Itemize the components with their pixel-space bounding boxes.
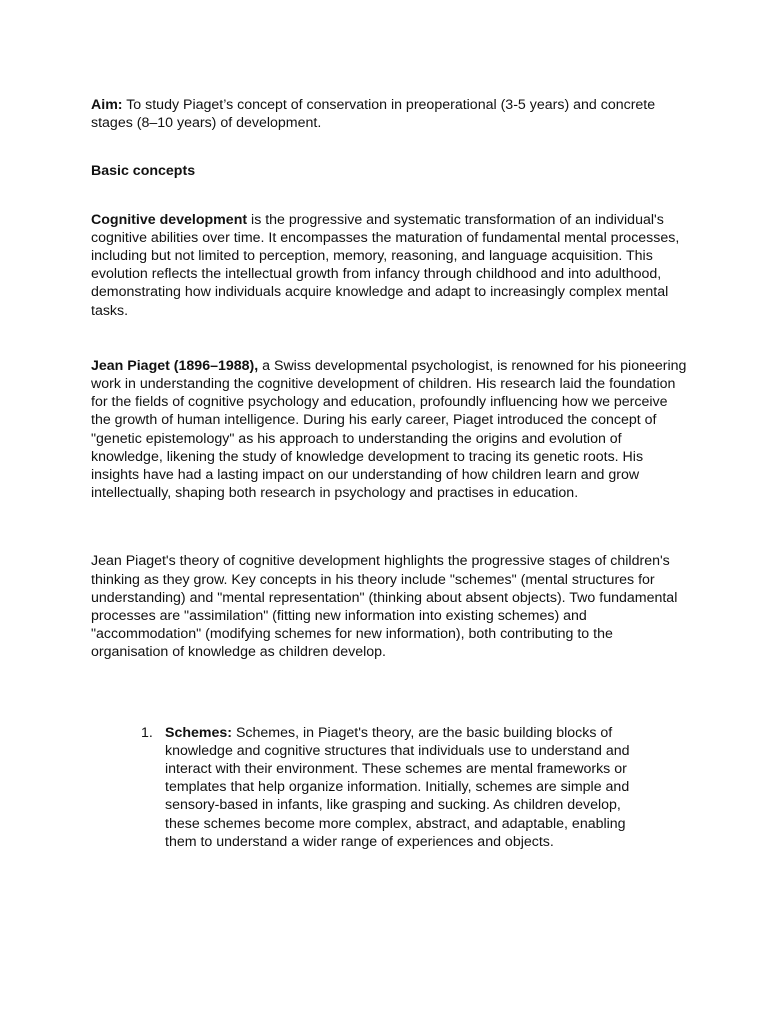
list-item-number: 1. — [141, 724, 153, 741]
cognitive-development-term: Cognitive development — [91, 211, 248, 228]
concept-list — [91, 724, 691, 851]
section-heading: Basic concepts — [91, 163, 196, 180]
list-item-term: Schemes: — [165, 724, 233, 741]
list-item-text: Schemes, in Piaget's theory, are the basic building blocks of knowledge and cognitive structures that individuals use to understand and interact with their environment. These schemes are mental frameworks or templates that help organize information. Initially, schemes are simple and sensory-based in infants, like grasping and sucking. As children develop, these schemes become more complex, abstract, and adaptable, enabling them to understand a wider range of experiences and objects. — [165, 724, 630, 850]
jean-piaget-paragraph — [91, 357, 691, 503]
cognitive-development-paragraph — [91, 211, 691, 320]
jean-piaget-term: Jean Piaget (1896–1988), — [91, 357, 259, 374]
cognitive-development-text: is the progressive and systematic transformation of an individual's cognitive abilities over time. It encompasses the maturation of fundamental mental processes, including but not limited to perception, memory, reasoning, and language acquisition. This evolution reflects the intellectual growth from infancy through childhood and into adulthood, demonstrating how individuals acquire knowledge and adapt to increasingly complex mental tasks. — [91, 211, 680, 319]
document-page — [91, 96, 691, 851]
list-item — [91, 724, 635, 851]
theory-paragraph: Jean Piaget's theory of cognitive development highlights the progressive stages of children's thinking as they grow. Key concepts in his theory include "schemes" (mental structures for understanding) and "mental representation" (thinking about absent objects). Two fundamental processes are "assimilation" (fitting new information into existing schemes) and "accommodation" (modifying schemes for new information), both contributing to the organisation of knowledge as children develop. — [91, 553, 678, 661]
aim-label: Aim: — [91, 97, 123, 113]
aim-text: To study Piaget’s concept of conservation in preoperational (3-5 years) and concrete stages (8–10 years) of development. — [91, 97, 656, 132]
aim-paragraph — [91, 96, 691, 132]
jean-piaget-text: a Swiss developmental psychologist, is renowned for his pioneering work in understanding the cognitive development of children. His research laid the foundation for the fields of cognitive psychology and education, profoundly influencing how we perceive the growth of human intelligence. During his early career, Piaget introduced the concept of "genetic epistemology" as his approach to understanding the origins and evolution of knowledge, likening the study of knowledge development to tracing its genetic roots. His insights have had a lasting impact on our understanding of how children learn and grow intellectually, shaping both research in psychology and practises in education. — [91, 357, 687, 502]
